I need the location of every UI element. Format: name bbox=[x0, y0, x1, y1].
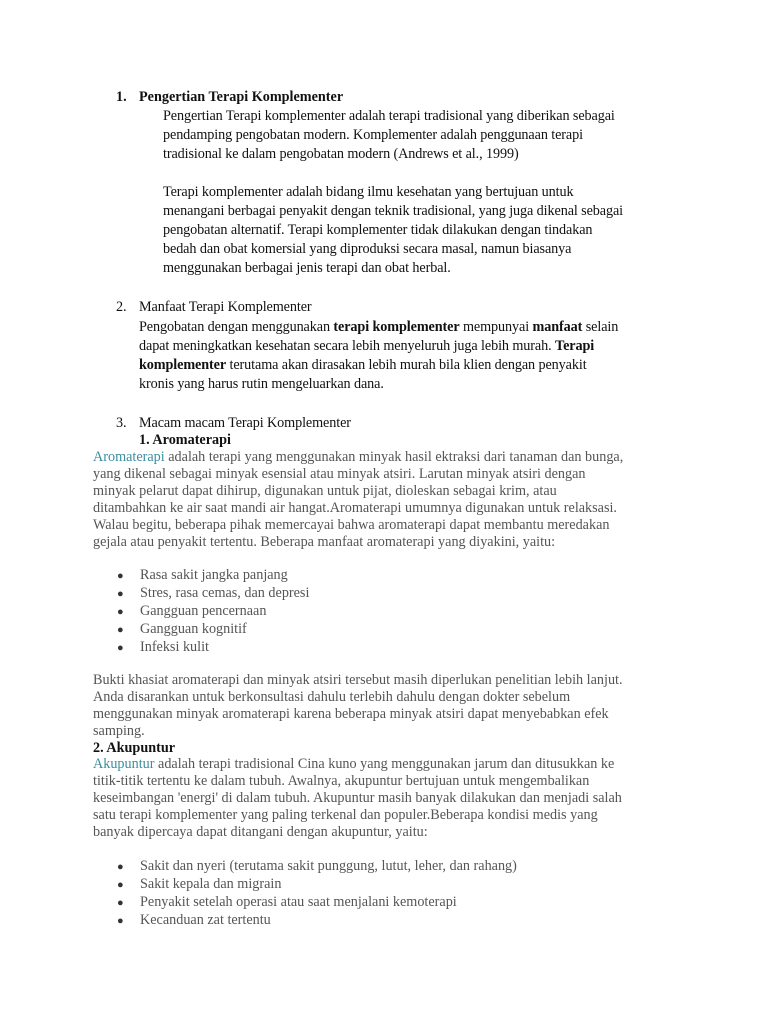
section-1-para1-line: tradisional ke dalam pengobatan modern (Andrews et al., 1999) bbox=[163, 146, 519, 162]
bullet-icon: ● bbox=[117, 861, 124, 873]
aroma-note-line: Anda disarankan untuk berkonsultasi dahulu terlebih dahulu dengan dokter sebelum bbox=[93, 689, 571, 705]
section-1-para1-line: Pengertian Terapi komplementer adalah terapi tradisional yang diberikan sebagai bbox=[163, 108, 615, 124]
section-1-para2-line: bedah dan obat komersial yang diproduksi secara masal, namun biasanya bbox=[163, 241, 572, 257]
aroma-line: yang dikenal sebagai minyak esensial atau minyak atsiri. Larutan minyak atsiri dengan bbox=[93, 466, 586, 482]
list-item: Gangguan kognitif bbox=[140, 621, 247, 637]
section-1-para2-line: menggunakan berbagai jenis terapi dan obat herbal. bbox=[163, 260, 451, 276]
list-item: Infeksi kulit bbox=[140, 639, 209, 655]
subheading-akupuntur: 2. Akupuntur bbox=[93, 740, 176, 756]
section-2-heading: Manfaat Terapi Komplementer bbox=[139, 299, 312, 315]
text-run: selain bbox=[582, 319, 619, 335]
aroma-note-line: menggunakan minyak aromaterapi karena beberapa minyak atsiri dapat menyebabkan efek bbox=[93, 706, 609, 722]
list-item: Stres, rasa cemas, dan depresi bbox=[140, 585, 310, 601]
bullet-icon: ● bbox=[117, 570, 124, 582]
akup-line bbox=[93, 756, 614, 773]
bullet-icon: ● bbox=[117, 897, 124, 909]
text-run: terutama akan dirasakan lebih murah bila klien dengan penyakit bbox=[226, 357, 587, 373]
akup-line: titik-titik tertentu ke dalam tubuh. Awalnya, akupuntur bertujuan untuk mengembalikan bbox=[93, 773, 590, 789]
text-run: Pengobatan dengan menggunakan bbox=[139, 319, 334, 335]
section-2-line-1 bbox=[139, 318, 618, 337]
akup-line: keseimbangan 'energi' di dalam tubuh. Akupuntur masih banyak dilakukan dan menjadi salah bbox=[93, 790, 622, 806]
aroma-line: minyak pelarut dapat dihirup, digunakan untuk pijat, dioleskan sebagai krim, atau bbox=[93, 483, 557, 499]
section-1-number: 1. bbox=[116, 89, 127, 105]
section-2-number: 2. bbox=[116, 299, 127, 315]
bold-term: terapi komplementer bbox=[333, 319, 460, 335]
list-item: Sakit dan nyeri (terutama sakit punggung, lutut, leher, dan rahang) bbox=[140, 858, 517, 874]
bold-term: komplementer bbox=[139, 357, 227, 373]
aroma-line: gejala atau penyakit tertentu. Beberapa manfaat aromaterapi yang diyakini, yaitu: bbox=[93, 534, 556, 550]
section-2-line-4: kronis yang harus rutin mengeluarkan dana. bbox=[139, 376, 384, 392]
section-1-para2-line: pengobatan alternatif. Terapi komplementer tidak dilakukan dengan tindakan bbox=[163, 222, 593, 238]
list-item: Sakit kepala dan migrain bbox=[140, 876, 282, 892]
aromaterapi-link[interactable]: Aromaterapi bbox=[93, 449, 165, 465]
section-1-para2-line: Terapi komplementer adalah bidang ilmu kesehatan yang bertujuan untuk bbox=[163, 184, 574, 200]
akup-line: satu terapi komplementer yang paling terkenal dan populer.Beberapa kondisi medis yang bbox=[93, 807, 598, 823]
akupuntur-link[interactable]: Akupuntur bbox=[93, 756, 155, 772]
text-run: adalah terapi tradisional Cina kuno yang menggunakan jarum dan ditusukkan ke bbox=[154, 756, 615, 772]
bullet-icon: ● bbox=[117, 606, 124, 618]
bold-term: manfaat bbox=[532, 319, 583, 335]
text-run: dapat meningkatkan kesehatan secara lebih menyeluruh juga lebih murah. bbox=[139, 338, 556, 354]
bullet-icon: ● bbox=[117, 624, 124, 636]
text-run: mempunyai bbox=[459, 319, 533, 335]
list-item: Kecanduan zat tertentu bbox=[140, 912, 271, 928]
section-1-para1-line: pendamping pengobatan modern. Komplementer adalah penggunaan terapi bbox=[163, 127, 583, 143]
bold-term: Terapi bbox=[555, 338, 595, 354]
bullet-icon: ● bbox=[117, 588, 124, 600]
subheading-aromaterapi: 1. Aromaterapi bbox=[139, 432, 231, 448]
list-item: Gangguan pencernaan bbox=[140, 603, 267, 619]
akup-line: banyak dipercaya dapat ditangani dengan akupuntur, yaitu: bbox=[93, 824, 428, 840]
bullet-icon: ● bbox=[117, 642, 124, 654]
bullet-icon: ● bbox=[117, 879, 124, 891]
aroma-note-line: Bukti khasiat aromaterapi dan minyak atsiri tersebut masih diperlukan penelitian lebih lanjut. bbox=[93, 672, 623, 688]
section-1-para2-line: menangani berbagai penyakit dengan teknik tradisional, yang juga dikenal sebagai bbox=[163, 203, 624, 219]
section-2-line-3 bbox=[139, 356, 587, 375]
list-item: Rasa sakit jangka panjang bbox=[140, 567, 288, 583]
aroma-line bbox=[93, 449, 623, 466]
bullet-icon: ● bbox=[117, 915, 124, 927]
aroma-note-line: samping. bbox=[93, 723, 145, 739]
section-1-heading: Pengertian Terapi Komplementer bbox=[139, 89, 344, 105]
aroma-line: Walau begitu, beberapa pihak memercayai bahwa aromaterapi dapat membantu meredakan bbox=[93, 517, 610, 533]
section-3-number: 3. bbox=[116, 415, 127, 431]
section-2-line-2 bbox=[139, 337, 594, 356]
section-3-heading: Macam macam Terapi Komplementer bbox=[139, 415, 351, 431]
text-run: adalah terapi yang menggunakan minyak hasil ektraksi dari tanaman dan bunga, bbox=[164, 449, 624, 465]
aroma-line: ditambahkan ke air saat mandi air hangat.Aromaterapi umumnya digunakan untuk relaksasi. bbox=[93, 500, 617, 516]
list-item: Penyakit setelah operasi atau saat menjalani kemoterapi bbox=[140, 894, 457, 910]
